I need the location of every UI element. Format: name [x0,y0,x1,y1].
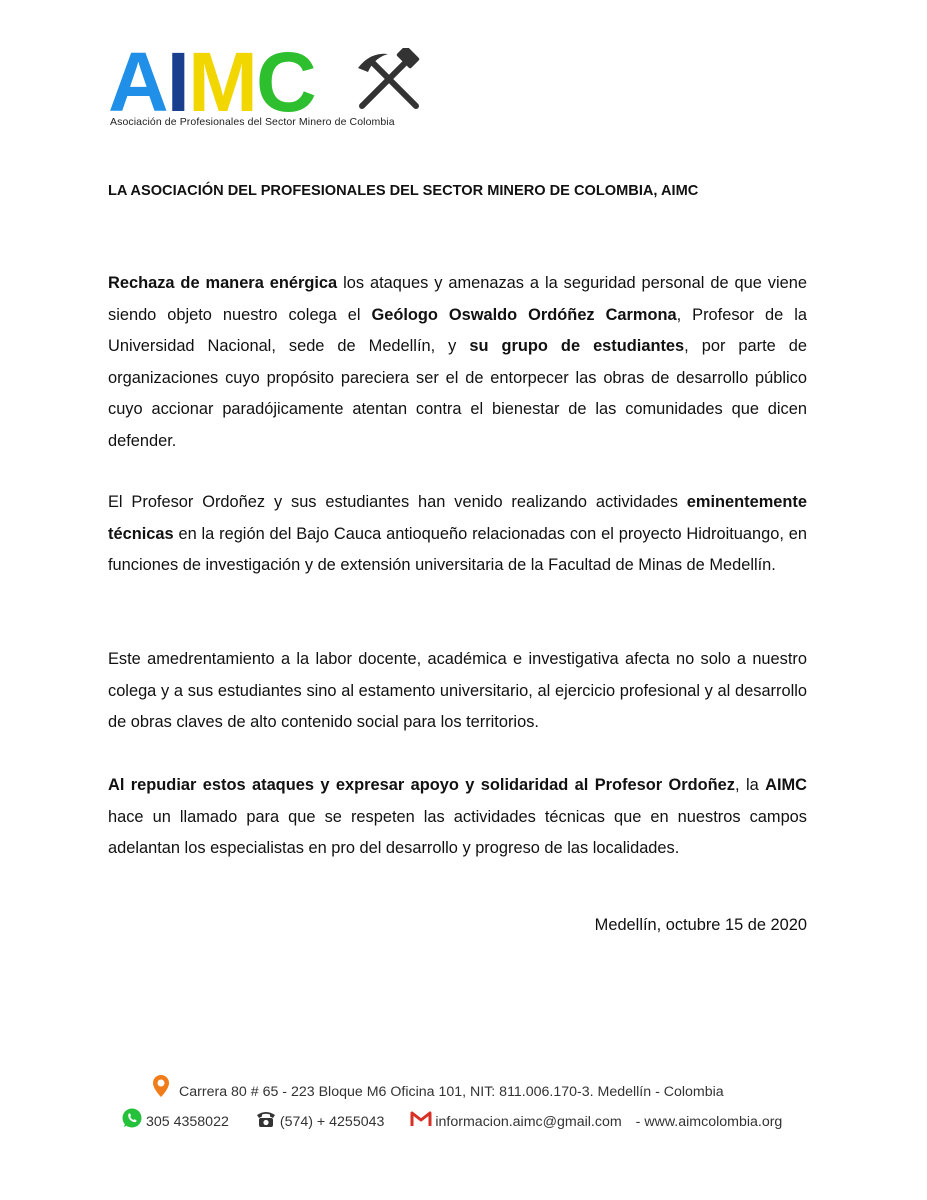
paragraph-3 [108,644,807,739]
footer-whatsapp: 305 4358022 [146,1114,229,1130]
p4-text-2: hace un llamado para que se respeten las actividades técnicas que en nuestros campos adelantan los especialistas en pro del desarrollo y progreso de las localidades. [108,807,807,857]
p2-text-1: El Profesor Ordoñez y sus estudiantes han venido realizando actividades [108,493,687,511]
p1-bold-2: Geólogo Oswaldo Ordóñez Carmona [371,305,677,324]
aimc-logo [108,35,428,136]
location-pin-icon [152,1074,170,1098]
whatsapp-icon [121,1107,143,1129]
footer-contact-line [121,1114,782,1130]
p1-text-2: , Profesor de la Universidad Nacional, sede de Medellín, y [108,305,807,355]
paragraph-1 [108,268,807,457]
document-heading: LA ASOCIACIÓN DEL PROFESIONALES DEL SECTOR MINERO DE COLOMBIA, AIMC [108,183,699,199]
telephone-icon [255,1109,277,1129]
logo-letter-i: I [166,35,189,129]
p2-bold-1: eminentemente técnicas [108,493,807,543]
logo-tagline: Asociación de Profesionales del Sector Minero de Colombia [110,116,395,128]
gmail-icon [410,1111,432,1127]
p4-bold-2: AIMC [765,776,808,794]
paragraph-4 [108,770,807,865]
paragraph-2 [108,487,807,582]
p4-bold-1: Al repudiar estos ataques y expresar apoyo y solidaridad al Profesor Ordoñez [108,776,735,794]
p3-text-1: Este amedrentamiento a la labor docente, académica e investigativa afecta no solo a nuestro colega y a sus estudiantes sino al estamento universitario, al ejercicio profesional y al desarrollo de obras claves de alto contenido social para los territorios. [108,650,807,731]
p1-text-3: , por parte de organizaciones cuyo propósito pareciera ser el de entorpecer las obras de desarrollo público cuyo accionar paradójicamente atentan contra el bienestar de las comunidades que dicen defender. [108,337,807,450]
p1-bold-3: su grupo de estudiantes [469,337,685,355]
footer-address: Carrera 80 # 65 - 223 Bloque M6 Oficina 101, NIT: 811.006.170-3. Medellín - Colombia [179,1084,724,1100]
logo-letter-a: A [108,35,167,129]
logo-letter-m: M [188,35,256,129]
footer-phone: (574) + 4255043 [279,1114,385,1130]
document-date: Medellín, octubre 15 de 2020 [594,916,807,934]
pick-and-hammer-icon [356,48,422,110]
footer-address-line [152,1084,724,1100]
footer-email[interactable]: informacion.aimc@gmail.com [435,1114,622,1130]
p2-text-2: en la región del Bajo Cauca antioqueño relacionadas con el proyecto Hidroituango, en funciones de investigación y de extensión universitaria de la Facultad de Minas de Medellín. [108,524,807,574]
logo-letter-c: C [256,35,315,129]
p1-text-1: los ataques y amenazas a la seguridad personal de que viene siendo objeto nuestro colega el [108,274,807,324]
footer-website[interactable]: - www.aimcolombia.org [635,1114,783,1130]
p1-bold-1: Rechaza de manera enérgica [108,274,338,292]
p4-text-1: , la [735,776,766,794]
